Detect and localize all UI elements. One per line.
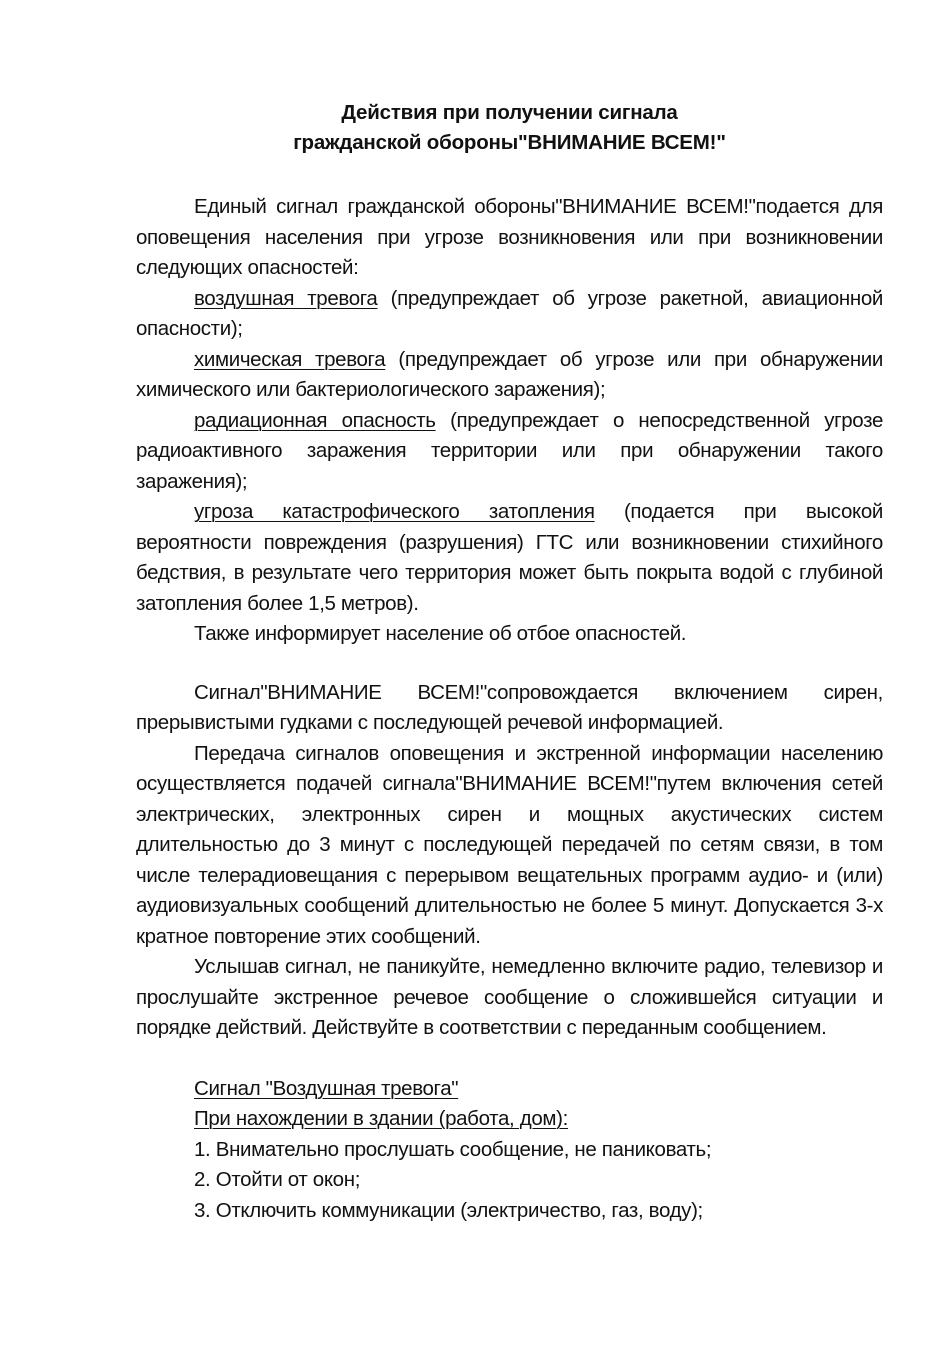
danger-desc: (предупреждает о непосредственной угрозе радиоактивного заражения территории или при обнаружении такого заражения);	[136, 408, 884, 493]
danger-item-radiation	[136, 406, 883, 498]
danger-item-flood	[136, 497, 883, 619]
danger-term: угроза катастрофического затопления	[194, 500, 595, 523]
spacer	[136, 158, 883, 192]
hearing-paragraph: Услышав сигнал, не паникуйте, немедленно включите радио, телевизор и прослушайте экстренное речевое сообщение о сложившейся ситуации и порядке действий. Действуйте в соответствии с переданным сообщением.	[136, 955, 883, 1039]
danger-desc: (предупреждает об угрозе или при обнаружении химического или бактериологического заражения);	[136, 347, 883, 401]
air-raid-heading: Сигнал "Воздушная тревога"	[194, 1076, 459, 1100]
danger-term: радиационная опасность	[194, 408, 436, 432]
all-clear-paragraph: Также информирует население об отбое опасностей.	[194, 622, 687, 645]
danger-item-chemical	[136, 345, 883, 406]
danger-item-air	[136, 284, 883, 345]
intro-paragraph: Единый сигнал гражданской обороны"ВНИМАНИЕ ВСЕМ!"подается для оповещения населения при угрозе возникновения или при возникновении следующих опасностей:	[136, 195, 883, 279]
air-raid-step: 1. Внимательно прослушать сообщение, не паниковать;	[194, 1137, 712, 1161]
air-raid-step: 2. Отойти от окон;	[194, 1168, 361, 1191]
danger-term: химическая тревога	[194, 347, 386, 371]
air-raid-step: 3. Отключить коммуникации (электричество, газ, воду);	[194, 1198, 703, 1222]
danger-term: воздушная тревога	[194, 286, 378, 310]
danger-desc: (предупреждает об угрозе ракетной, авиационной опасности);	[136, 286, 884, 340]
title-line-1: Действия при получении сигнала	[341, 101, 678, 124]
title-line-2: гражданской обороны"ВНИМАНИЕ ВСЕМ!"	[293, 131, 726, 154]
air-raid-section	[194, 1074, 883, 1227]
air-raid-subheading: При нахождении в здании (работа, дом):	[194, 1107, 568, 1130]
danger-desc: (подается при высокой вероятности повреждения (разрушения) ГТС или возникновении стихийного бедствия, в результате чего территория может быть покрыта водой с глубиной затопления более 1,5 метров).	[136, 500, 883, 615]
document-page	[136, 98, 883, 1226]
document-title	[136, 98, 883, 158]
spacer	[136, 650, 883, 678]
transmission-paragraph: Передача сигналов оповещения и экстренной информации населению осуществляется подачей сигнала"ВНИМАНИЕ ВСЕМ!"путем включения сетей электрических, электронных сирен и мощных акустических систем длительностью до 3 минут с последующей передачей по сетям связи, в том числе телерадиовещания с перерывом вещательных программ аудио- и (или) аудиовизуальных сообщений длительностью не более 5 минут. Допускается 3-х кратное повторение этих сообщений.	[136, 741, 883, 948]
spacer	[136, 1044, 883, 1074]
signal-paragraph: Сигнал"ВНИМАНИЕ ВСЕМ!"сопровождается включением сирен, прерывистыми гудками с последующей речевой информацией.	[136, 680, 883, 734]
